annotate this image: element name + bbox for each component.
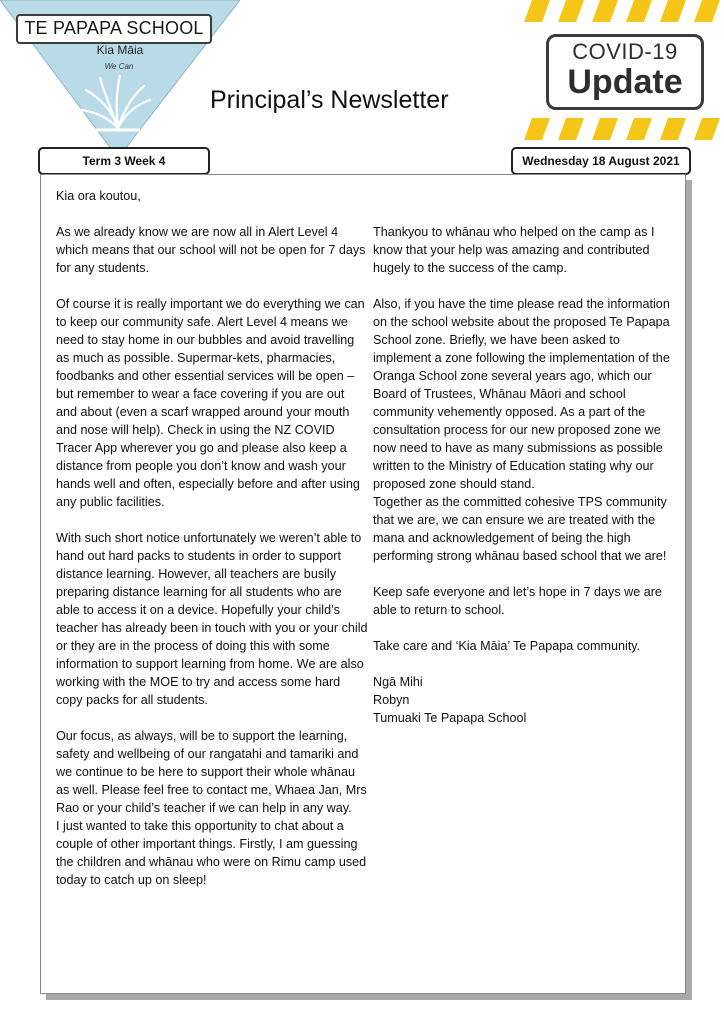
paragraph: Our focus, as always, will be to support the learning, safety and wellbeing of our rangatahi and tamariki and we continue to be here to support their whole whānau as well. Please feel free to contact me, Whaea Jan, Mrs Rao or your child’s teacher if we can help in any way. xyxy=(56,729,367,815)
school-motto: Kia Māia xyxy=(96,43,144,57)
page-title: Principal’s Newsletter xyxy=(210,86,449,114)
newsletter-body xyxy=(40,174,686,994)
paragraph: Thankyou to whānau who helped on the camp as I know that your help was amazing and contributed hugely to the success of the camp. xyxy=(373,225,655,275)
paragraph: I just wanted to take this opportunity to chat about a couple of other important things. Firstly, I am guessing the children and whānau who were on Rimu camp used today to catch up on sleep! xyxy=(56,819,367,887)
paragraph: Of course it is really important we do everything we can to keep our community safe. Alert Level 4 means we need to stay home in our bubbles and avoid travelling as much as possible. Supermar-kets, pharmacies, foodbanks and other essential services will be open – but remember to wear a face covering if you are out and about (even a scarf wrapped around your mouth and nose will help). Check in using the NZ COVID Tracer App wherever you go and please also keep a distance from people you don’t know and wash your hands well and often, especially before and after using any public facilities. xyxy=(56,297,365,509)
right-column xyxy=(373,223,677,727)
school-name-banner: TE PAPAPA SCHOOL xyxy=(16,14,212,44)
paragraph: As we already know we are now all in Alert Level 4 which means that our school will not be open for 7 days for any students. xyxy=(56,225,366,275)
date-label: Wednesday 18 August 2021 xyxy=(511,147,691,175)
author-role: Tumuaki Te Papapa School xyxy=(373,711,527,725)
covid-heading: COVID-19 xyxy=(572,39,678,64)
paragraph: Keep safe everyone and let’s hope in 7 days we are able to return to school. xyxy=(373,585,662,617)
left-column xyxy=(56,187,368,907)
greeting: Kia ora koutou, xyxy=(56,189,141,203)
author-name: Robyn xyxy=(373,693,410,707)
signoff: Ngā Mihi xyxy=(373,675,423,689)
school-tagline: We Can xyxy=(104,62,134,71)
paragraph: Take care and ‘Kia Māia’ Te Papapa community. xyxy=(373,639,641,653)
paragraph: Together as the committed cohesive TPS community that we are, we can ensure we are treated with the mana and acknowledgement of being the high performing strong whānau based school that we are! xyxy=(373,495,667,563)
covid-update-box xyxy=(546,34,704,110)
update-heading: Update xyxy=(567,63,683,101)
term-week-label: Term 3 Week 4 xyxy=(38,147,210,175)
paragraph: With such short notice unfortunately we weren’t able to hand out hard packs to students in order to support distance learning. However, all teachers are busily preparing distance learning for all students who are able to access it on a device. Hopefully your child’s teacher has already been in touch with you or your child or they are in the process of doing this with some information to support learning from home. We are also working with the MOE to try and access some hard copy packs for all students. xyxy=(56,531,368,707)
paragraph: Also, if you have the time please read the information on the school website about the proposed Te Papapa School zone. Briefly, we have been asked to implement a zone following the implementation of the Oranga School zone several years ago, which our Board of Trustees, Whānau Māori and school community vehemently opposed. As a part of the consultation process for our new proposed zone we now need to have as many submissions as possible written to the Ministry of Education stating why our proposed zone should stand. xyxy=(373,297,670,491)
